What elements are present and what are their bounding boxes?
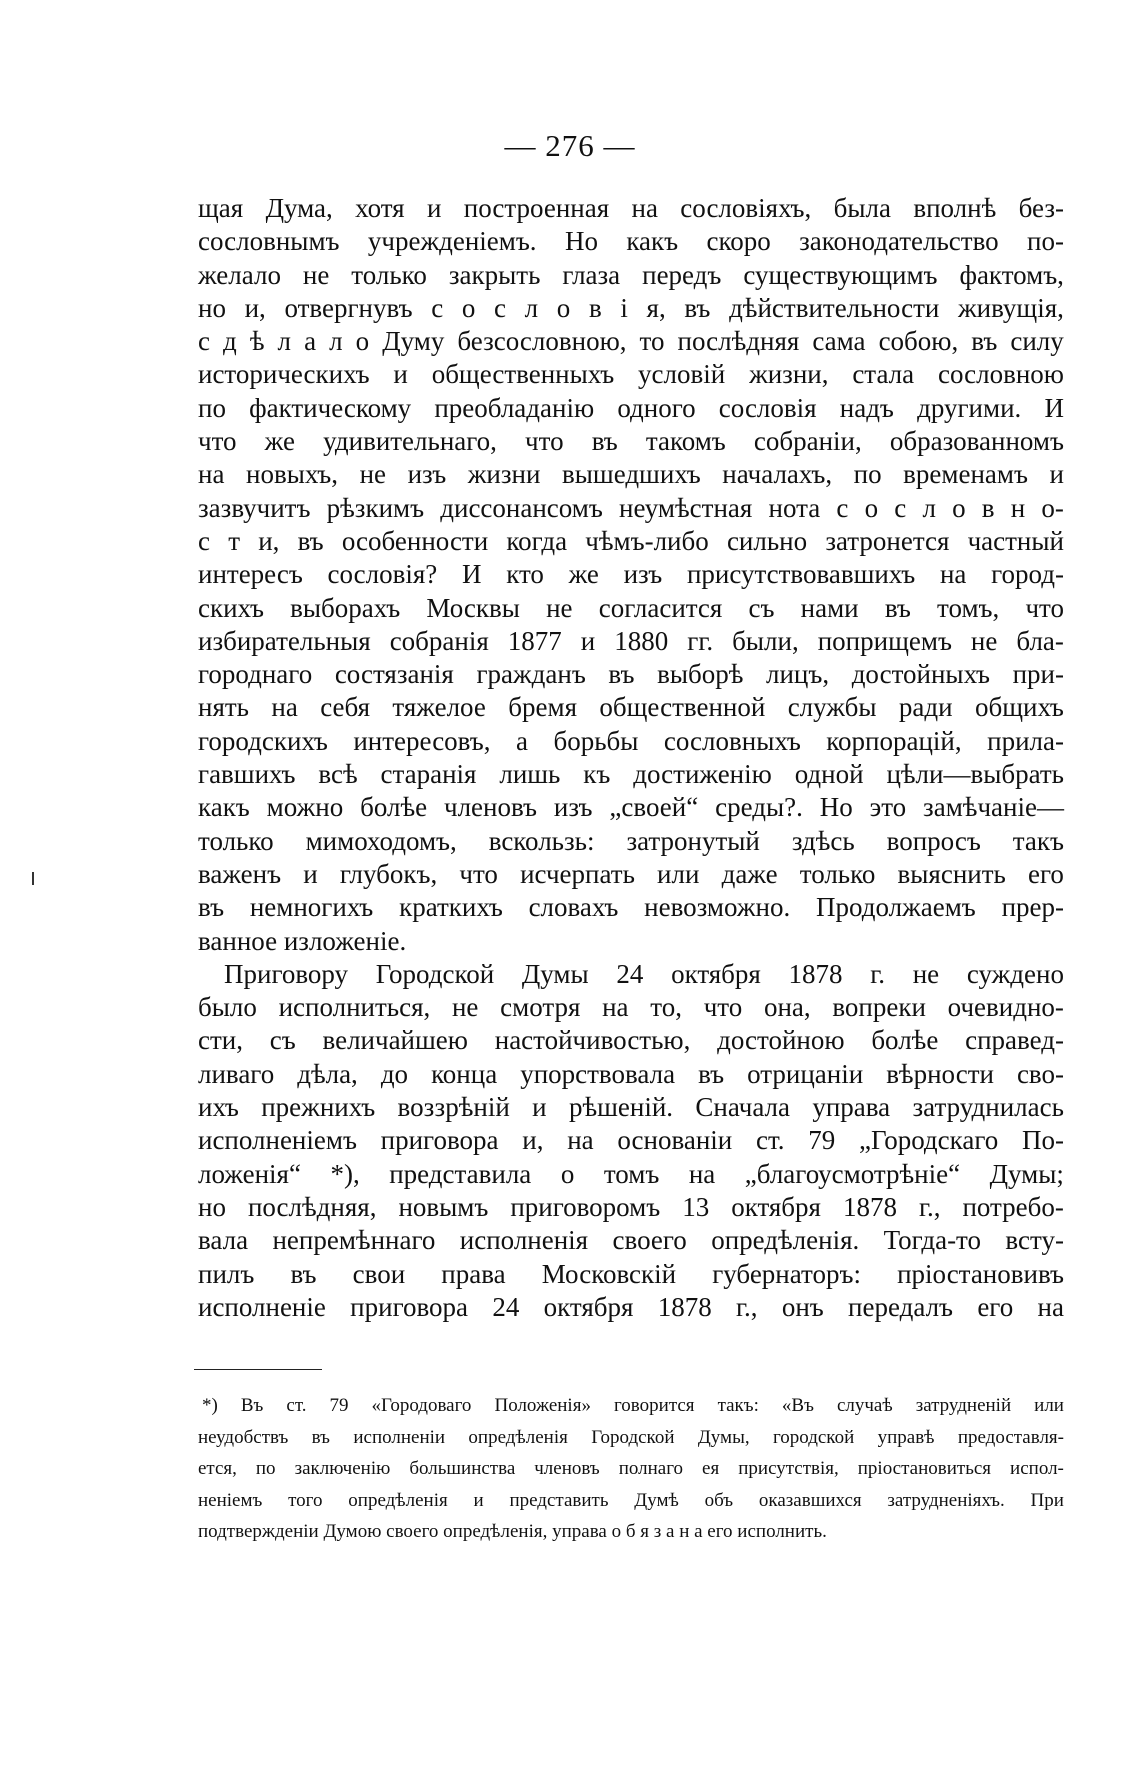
- text-line: ихъ прежнихъ воззрѣній и рѣшеній. Сначала управа затруднилась: [198, 1092, 1064, 1123]
- text-line: но послѣдняя, новымъ приговоромъ 13 октября 1878 г., потребо-: [198, 1191, 1064, 1222]
- footnotes: [198, 1390, 1064, 1548]
- text-line: городскихъ интересовъ, а борьбы сословныхъ корпорацій, прила-: [198, 725, 1064, 756]
- page-number: — 276 —: [504, 128, 636, 163]
- text-line: щая Дума, хотя и построенная на сословіяхъ, была вполнѣ без-: [198, 193, 1064, 223]
- paragraph-start-line: Приговору Городской Думы 24 октября 1878 г. не суждено: [224, 958, 1064, 989]
- text-line: с д ѣ л а л о Думу безсословною, то послѣдняя сама собою, въ силу: [198, 326, 1064, 357]
- text-line: городнаго состязанія гражданъ въ выборѣ лицъ, достойныхъ при-: [198, 659, 1064, 690]
- text-line: ливаго дѣла, до конца упорствовала въ отрицаніи вѣрности сво-: [198, 1058, 1064, 1089]
- text-line: избирательныя собранія 1877 и 1880 гг. были, поприщемъ не бла-: [198, 625, 1064, 656]
- text-line: но и, отвергнувъ с о с л о в і я, въ дѣйствительности живущія,: [198, 292, 1064, 323]
- footnote-line: неніемъ того опредѣленія и представить Думѣ объ оказавшихся затрудненіяхъ. При: [198, 1489, 1064, 1511]
- text-line: желало не только закрыть глаза передъ существующимъ фактомъ,: [198, 259, 1064, 290]
- text-line: какъ можно болѣе членовъ изъ „своей“ среды?. Но это замѣчаніе—: [198, 792, 1064, 823]
- text-line: интересъ сословія? И кто же изъ присутствовавшихъ на город-: [198, 559, 1064, 590]
- text-line: по фактическому преобладанію одного сословія надъ другими. И: [198, 392, 1064, 423]
- text-line: вала непремѣннаго исполненія своего опредѣленія. Тогда-то всту-: [198, 1225, 1064, 1256]
- footnote-line: подтвержденіи Думою своего опредѣленія, управа о б я з а н а его исполнить.: [198, 1521, 827, 1542]
- text-line: гавшихъ всѣ старанія лишь къ достиженію одной цѣли—выбрать: [198, 759, 1064, 790]
- footnote-line: ется, по заключенію большинства членовъ полнаго ея присутствія, пріостановиться испол-: [198, 1458, 1064, 1479]
- text-line: было исполниться, не смотря на то, что она, вопреки очевидно-: [198, 992, 1064, 1023]
- text-line: с т и, въ особенности когда чѣмъ-либо сильно затронется частный: [198, 525, 1064, 556]
- text-line: зазвучитъ рѣзкимъ диссонансомъ неумѣстная нота с о с л о в н о-: [198, 492, 1064, 523]
- text-line: ванное изложеніе.: [198, 925, 407, 956]
- footnote-line: *) Въ ст. 79 «Городоваго Положенія» говорится такъ: «Въ случаѣ затрудненій или: [202, 1395, 1064, 1416]
- text-line: исполненіе приговора 24 октября 1878 г., онъ передалъ его на: [198, 1291, 1064, 1322]
- footnote-divider: [194, 1369, 322, 1370]
- text-line: пилъ въ свои права Московскій губернаторъ: пріостановивъ: [198, 1258, 1064, 1289]
- text-line: на новыхъ, не изъ жизни вышедшихъ началахъ, по временамъ и: [198, 459, 1064, 490]
- footnote-line: неудобствъ въ исполненіи опредѣленія Городской Думы, городской управѣ предоставля-: [198, 1426, 1064, 1448]
- text-line: только мимоходомъ, вскользь: затронутый здѣсь вопросъ такъ: [198, 825, 1064, 856]
- text-line: исполненіемъ приговора и, на основаніи ст. 79 „Городскаго По-: [198, 1125, 1064, 1156]
- text-line: въ немногихъ краткихъ словахъ невозможно. Продолжаемъ прер-: [198, 892, 1064, 923]
- text-line: сословнымъ учрежденіемъ. Но какъ скоро законодательство по-: [198, 226, 1064, 257]
- text-line: ложенія“ *), представила о томъ на „благоусмотрѣніе“ Думы;: [198, 1158, 1064, 1189]
- body-text: [198, 192, 1064, 1324]
- text-line: скихъ выборахъ Москвы не согласится съ нами въ томъ, что: [198, 592, 1064, 623]
- text-line: нять на себя тяжелое бремя общественной службы ради общихъ: [198, 692, 1064, 723]
- text-line: что же удивительнаго, что въ такомъ собраніи, образованномъ: [198, 426, 1064, 457]
- text-line: важенъ и глубокъ, что исчерпать или даже только выяснить его: [198, 858, 1064, 889]
- margin-mark: [32, 872, 34, 885]
- text-line: историческихъ и общественныхъ условій жизни, стала сословною: [198, 359, 1064, 390]
- text-line: сти, съ величайшею настойчивостью, достойною болѣе справед-: [198, 1025, 1064, 1056]
